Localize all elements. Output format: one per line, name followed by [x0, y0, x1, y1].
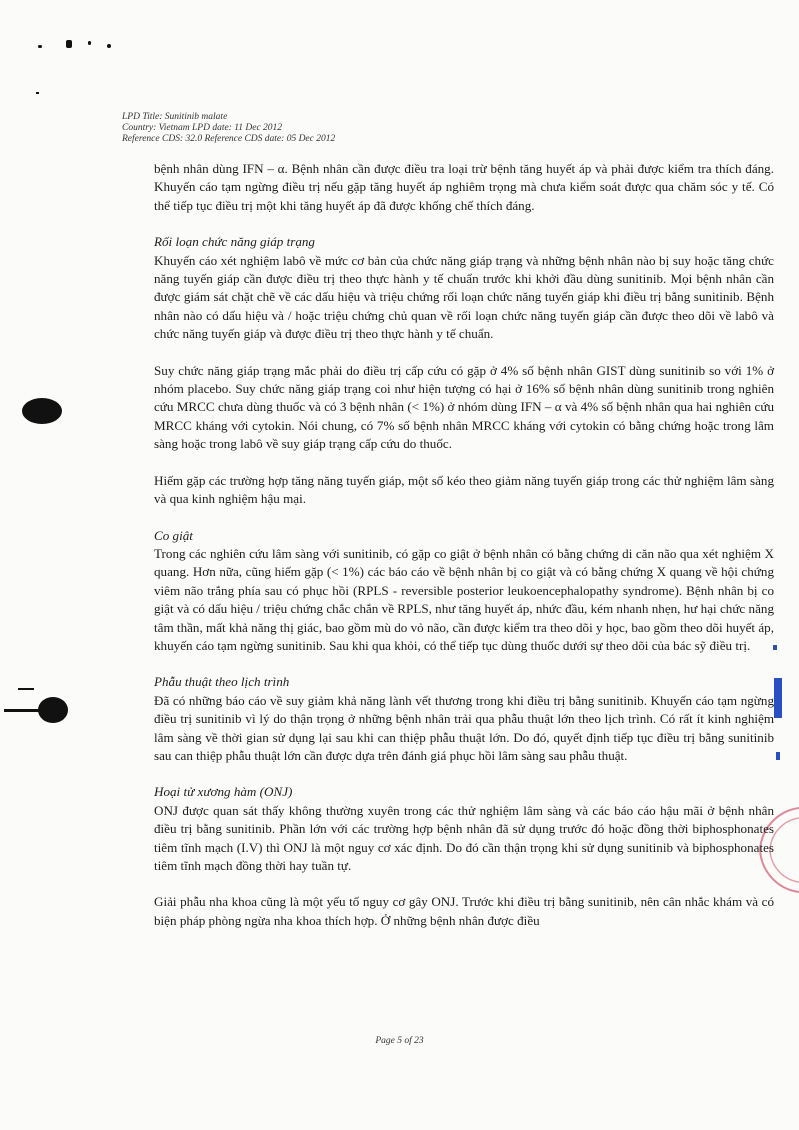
page-body: [154, 160, 774, 930]
scan-speck: [107, 44, 111, 48]
section-heading-seizure: Co giật: [154, 527, 193, 543]
header-reference: Reference CDS: 32.0 Reference CDS date: 05 Dec 2012: [122, 134, 336, 144]
scan-speck: [88, 41, 91, 45]
paragraph-thyroid-3: Hiếm gặp các trường hợp tăng năng tuyến giáp, một số kéo theo giảm năng tuyến giáp trong các thử nghiệm lâm sàng và qua kinh nghiệm hậu mại.: [154, 472, 774, 507]
paragraph-surgery: Đã có những báo cáo về suy giảm khả năng lành vết thương trong khi điều trị bằng sunitinib. Khuyến cáo tạm ngừng điều trị sunitinib vì lý do thận trọng ở những bệnh nhân trải qua phẫu thuật lớn theo lịch trình. Có rất ít kinh nghiệm lâm sàng về thời gian sử dụng lại sau khi can thiệp phẫu thuật lớn. Do đó, quyết định tiếp tục điều trị bằng sunitinib sau can thiệp phẫu thuật lớn cần được dựa trên đánh giá phục hồi lâm sàng sau phẫu thuật.: [154, 692, 774, 763]
scan-line: [4, 709, 44, 712]
paragraph-onj-2: Giải phẫu nha khoa cũng là một yếu tố nguy cơ gây ONJ. Trước khi điều trị bằng sunitinib, nên cân nhắc khám và có biện pháp phòng ngừa nha khoa thích hợp. Ở những bệnh nhân được điều: [154, 894, 774, 928]
scan-speck: [38, 45, 42, 48]
section-heading-surgery: Phẫu thuật theo lịch trình: [154, 674, 290, 690]
paragraph-thyroid-2: Suy chức năng giáp trạng mắc phải do điều trị cấp cứu có gặp ở 4% số bệnh nhân GIST dùng sunitinib so với 1% ở nhóm placebo. Suy chức năng giáp trạng coi như hiện tượng có hại ở 16% số bệnh nhân dùng sunitinib trong nghiên cứu MRCC chưa dùng thuốc và có 3 bệnh nhân (< 1%) ở nhóm dùng IFN – α và 4% số bệnh nhân qua hai nghiên cứu MRCC kháng với cytokin. Nói chung, có 7% số bệnh nhân MRCC kháng với cytokin có bằng chứng hoặc trong lâm sàng hoặc trong labô về suy giáp trạng cấp cứu do thuốc.: [154, 362, 774, 452]
header-country-date: Country: Vietnam LPD date: 11 Dec 2012: [122, 123, 283, 133]
section-heading-thyroid: Rối loạn chức năng giáp trạng: [154, 234, 315, 250]
scan-line: [18, 688, 34, 690]
paragraph-thyroid-1: Khuyến cáo xét nghiệm labô về mức cơ bản của chức năng giáp trạng và những bệnh nhân nào bị suy hoặc tăng chức năng tuyến giáp cần được điều trị theo thực hành y tế chuẩn trước khi khởi đầu dùng sunitinib. Mọi bệnh nhân cần được giám sát chặt chẽ về các dấu hiệu và triệu chứng rối loạn chức năng tuyến giáp khi điều trị bằng sunitinib. Bệnh nhân nào có dấu hiệu và / hoặc triệu chứng chủ quan về rối loạn chức năng tuyến giáp cần được theo dõi về labô và chức năng tuyến giáp và được điều trị theo thực hành y tế chuẩn.: [154, 252, 774, 342]
paragraph-onj-1: ONJ được quan sát thấy không thường xuyên trong các thử nghiệm lâm sàng và các báo cáo hậu mãi ở bệnh nhân điều trị bằng sunitinib. Phần lớn với các trường hợp bệnh nhân đã sử dụng trước đó hoặc đồng thời biphosphonates tiêm tĩnh mạch (I.V) thì ONJ là một nguy cơ xác định. Do đó cần thận trọng khi sử dụng sunitinib và biphosphonates tiêm tĩnh mạch đồng thời hay tuần tự.: [154, 802, 774, 873]
document-header: [122, 112, 335, 145]
section-heading-onj: Hoại tử xương hàm (ONJ): [154, 784, 293, 800]
header-title: LPD Title: Sunitinib malate: [122, 112, 228, 122]
scan-speck: [36, 92, 39, 94]
punch-hole-top: [22, 398, 62, 424]
page-number: Page 5 of 23: [375, 1036, 424, 1046]
edge-mark: [776, 752, 780, 760]
paragraph-hypertension-continued: bệnh nhân dùng IFN – α. Bệnh nhân cần được điều tra loại trừ bệnh tăng huyết áp và phải được kiểm tra thích đáng. Khuyến cáo tạm ngừng điều trị nếu gặp tăng huyết áp nghiêm trọng mà chưa kiểm soát được qua chăm sóc y tế. Có thể tiếp tục điều trị một khi tăng huyết áp đã được khống chế thích đáng.: [154, 161, 774, 213]
scan-speck: [66, 40, 72, 48]
edge-mark: [774, 678, 782, 718]
paragraph-seizure: Trong các nghiên cứu lâm sàng với sunitinib, có gặp co giật ở bệnh nhân có bằng chứng di căn não qua xét nghiệm X quang. Hơn nữa, cũng hiếm gặp (< 1%) các báo cáo về bệnh nhân bị co giật và có bằng chứng X quang về hội chứng viêm não trắng phía sau có phục hồi (RPLS - reversible posterior leukoencephalopathy syndrome). Bệnh nhân bị co giật và có dấu hiệu / triệu chứng chắc chắn về RPLS, như tăng huyết áp, nhức đầu, kém nhanh nhẹn, hư hại chức năng tâm thần, mất khả năng thị giác, bao gồm mù do vỏ não, cần được kiểm tra theo dõi y học, bao gồm theo dõi huyết áp, khuyến cáo tạm ngừng sunitinib. Sau khi qua khỏi, có thể tiếp tục dùng thuốc dưới sự theo dõi của bác sỹ điều trị.: [154, 545, 774, 653]
